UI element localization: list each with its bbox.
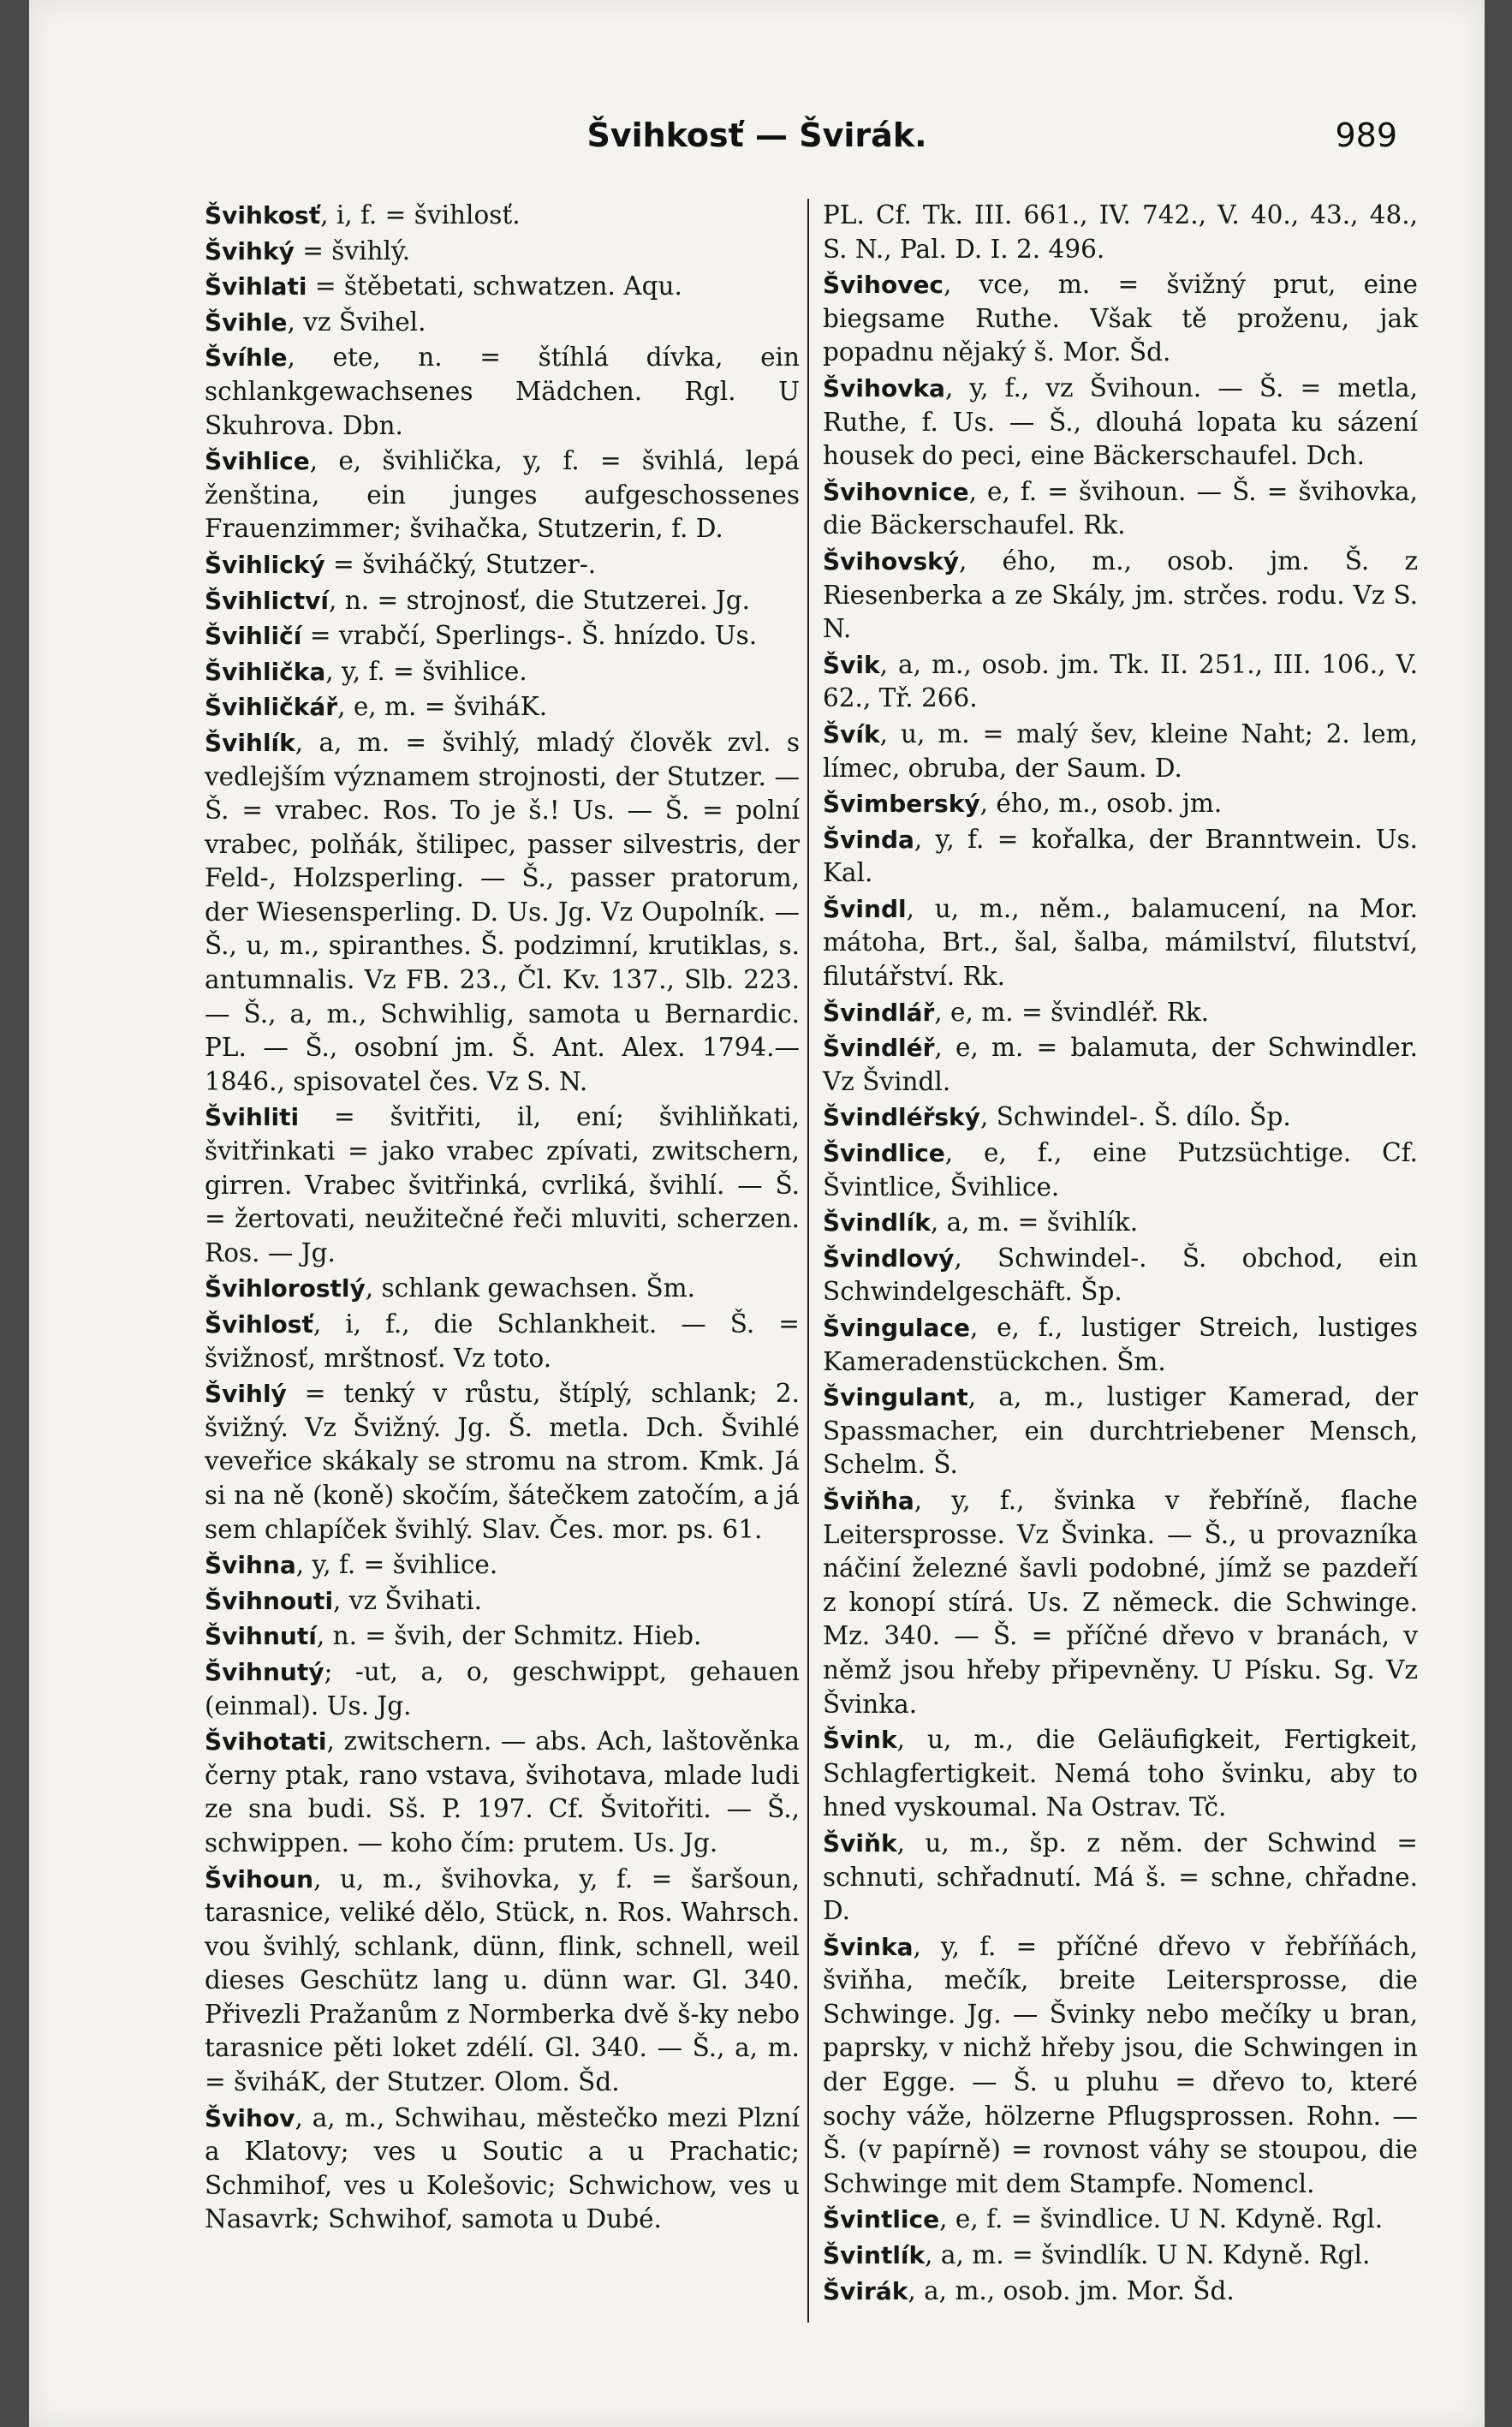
dictionary-entry xyxy=(205,270,800,304)
dictionary-entry xyxy=(205,619,800,653)
entry-headword: Švihnutý xyxy=(205,1657,324,1686)
dictionary-entry xyxy=(205,235,800,269)
dictionary-entry xyxy=(823,1311,1418,1379)
entry-definition: , e, m. = šviháK. xyxy=(337,692,548,722)
entry-definition: , y, f. = švihlice. xyxy=(295,1550,498,1580)
entry-headword: Švihkosť xyxy=(205,201,321,230)
entry-headword: Švihnouti xyxy=(205,1586,334,1615)
dictionary-entry xyxy=(205,726,800,1100)
entry-headword: Švinka xyxy=(823,1932,914,1961)
dictionary-entry xyxy=(823,1723,1418,1825)
entry-definition: , u, m., šp. z něm. der Schwind = schnuti, schřadnutí. Má š. = schne, chřadne. D. xyxy=(823,1828,1418,1926)
dictionary-entry xyxy=(823,475,1418,543)
dictionary-entry xyxy=(205,341,800,443)
entry-headword: Švihovec xyxy=(823,271,944,300)
dictionary-entry xyxy=(205,655,800,689)
entry-headword: Švik xyxy=(823,650,880,679)
entry-headword: Švihlati xyxy=(205,272,307,301)
entry-headword: Švihliti xyxy=(205,1103,300,1132)
entry-headword: Švink xyxy=(823,1726,897,1755)
dictionary-entry xyxy=(823,1206,1418,1240)
entry-headword: Švihna xyxy=(205,1551,296,1580)
entry-definition: , a, m., Schwihau, městečko mezi Plzní a Klatovy; ves u Soutic a u Prachatic; Schmihof, ves u Kolešovic; Schwichow, ves u Nasavrk; Schwihof, samota u Dubé. xyxy=(205,2102,800,2234)
entry-definition: , u, m., švihovka, y, f. = šaršoun, tarasnice, veliké dělo, Stück, n. Ros. Wahrsch. vou švihlý, schlank, dünn, flink, schnell, weil dieses Geschütz lang u. dünn war. Gl. 340. Přivezli Pražanům z Normberka dvě š-ky nebo tarasnice pěti loket zdélí. Gl. 340. — Š., a, m. = šviháK, der Stutzer. Olom. Šd. xyxy=(205,1863,800,2097)
dictionary-entry xyxy=(205,1308,800,1375)
entry-headword: Šviňk xyxy=(823,1828,897,1858)
dictionary-entry xyxy=(205,306,800,340)
entry-definition: , a, m. = švindlík. U N. Kdyně. Rgl. xyxy=(925,2240,1371,2270)
entry-headword: Švingulace xyxy=(823,1314,971,1342)
dictionary-entry xyxy=(823,892,1418,994)
entry-headword: Švihnutí xyxy=(205,1622,317,1651)
dictionary-entry xyxy=(823,718,1418,785)
entry-definition: , e, m. = balamuta, der Schwindler. Vz Švindl. xyxy=(823,1033,1418,1096)
entry-headword: Švindl xyxy=(823,894,907,923)
entry-definition: , ého, m., osob. jm. Š. z Riesenberka a ze Skály, jm. strčes. rodu. Vz S. N. xyxy=(823,546,1418,644)
dictionary-entry xyxy=(205,584,800,618)
dictionary-entry xyxy=(823,372,1418,474)
dictionary-entry xyxy=(823,268,1418,370)
left-column xyxy=(205,199,800,2239)
entry-definition: = štěbetati, schwatzen. Aqu. xyxy=(307,271,682,301)
entry-headword: Švindléř xyxy=(823,1034,935,1063)
page-number: 989 xyxy=(1335,116,1397,154)
entry-headword: Švihký xyxy=(205,236,295,265)
entry-definition: , y, f., vz Švihoun. — Š. = metla, Ruthe, f. Us. — Š., dlouhá lopata ku sázení housek do peci, eine Bäckerschaufel. Dch. xyxy=(823,373,1418,471)
entry-definition: , e, f., eine Putzsüchtige. Cf. Švintlice, Švihlice. xyxy=(823,1138,1418,1202)
dictionary-entry xyxy=(205,2102,800,2237)
dictionary-entry xyxy=(823,2203,1418,2237)
dictionary-entry xyxy=(205,690,800,725)
entry-definition: , vz Švihati. xyxy=(333,1585,482,1615)
entry-headword: Švihov xyxy=(205,2103,295,2132)
entry-headword: Švihlice xyxy=(205,447,310,476)
entry-definition: , a, m. = švihlý, mladý člověk zvl. s vedlejším významem strojnosti, der Stutzer. — Š. = vrabec. Ros. To je š.! Us. — Š. = polní vrabec, polňák, štilipec, passer silvestris, der Feld-, Holzsperling. — Š., passer pratorum, der Wiesensperling. D. Us. Jg. Vz Oupolník. — Š., u, m., spiranthes. Š. podzimní, krutiklas, s. antumnalis. Vz FB. 23., Čl. Kv. 137., Slb. 223. — Š., a, m., Schwihlig, samota u Bernardic. PL. — Š., osobní jm. Š. Ant. Alex. 1794.—1846., spisovatel čes. Vz S. N. xyxy=(205,727,800,1096)
entry-headword: Švihlosť xyxy=(205,1310,313,1339)
entry-definition: , y, f. = příčné dřevo v řebříňách, šviňha, mečík, breite Leitersprosse, die Schwinge. Jg. — Švinky nebo mečíky u bran, paprsky, v nichž hřeby jsou, die Schwingen in der Egge. — Š. u pluhu = dřevo to, které sochy váže, hölzerne Pflugsprossen. Rohn. — Š. (v papírně) = rovnost váhy se stoupou, die Schwinge mit dem Stampfe. Nomencl. xyxy=(823,1931,1418,2198)
dictionary-page xyxy=(29,0,1485,2427)
entry-headword: Švintlice xyxy=(823,2205,940,2234)
entry-definition: , u, m. = malý šev, kleine Naht; 2. lem, límec, obruba, der Saum. D. xyxy=(823,719,1418,783)
entry-definition: , vz Švihel. xyxy=(287,307,426,337)
entry-headword: Švihovský xyxy=(823,546,959,575)
entry-definition: , schlank gewachsen. Šm. xyxy=(365,1273,696,1303)
entry-definition: , y, f. = kořalka, der Branntwein. Us. Kal. xyxy=(823,824,1418,888)
entry-headword: Švík xyxy=(823,719,880,748)
entry-headword: Šviňha xyxy=(823,1486,914,1515)
entry-definition: , e, m. = švindléř. Rk. xyxy=(934,997,1210,1027)
entry-headword: Švihovka xyxy=(823,373,945,403)
dictionary-entry xyxy=(205,1863,800,2100)
entry-definition: , i, f., die Schlankheit. — Š. = švižnosť, mrštnosť. Vz toto. xyxy=(205,1309,800,1373)
entry-headword: Švihlictví xyxy=(205,586,329,615)
dictionary-entry xyxy=(823,1100,1418,1135)
dictionary-entry xyxy=(823,996,1418,1030)
page-header xyxy=(29,116,1485,168)
entry-headword: Švihoun xyxy=(205,1864,314,1893)
entry-definition: = švihlý. xyxy=(294,236,411,265)
entry-definition: , e, f. = švindlice. U N. Kdyně. Rgl. xyxy=(939,2204,1384,2234)
dictionary-entry xyxy=(823,1380,1418,1482)
entry-definition: = šviháčký, Stutzer-. xyxy=(324,549,597,579)
entry-definition: , e, švihlička, y, f. = švihlá, lepá ženština, ein junges aufgeschossenes Frauenzimmer; švihačka, Stutzerin, f. D. xyxy=(205,446,800,544)
entry-definition: , i, f. = švihlosť. xyxy=(320,200,521,230)
entry-headword: Švingulant xyxy=(823,1383,968,1412)
entry-definition: , u, m., die Geläufigkeit, Fertigkeit, Schlagfertigkeit. Nemá toho švinku, aby to hned vyskoumal. Na Ostrav. Tč. xyxy=(823,1725,1418,1822)
entry-definition: , a, m., osob. jm. Tk. II. 251., III. 106., V. 62., Tř. 266. xyxy=(823,649,1418,713)
entry-headword: Švihličkář xyxy=(205,693,338,722)
entry-definition: PL. Cf. Tk. III. 661., IV. 742., V. 40., 43., 48., S. N., Pal. D. I. 2. 496. xyxy=(823,200,1418,264)
entry-definition: = tenký v růstu, štíplý, schlank; 2. švižný. Vz Švižný. Jg. Š. metla. Dch. Švihlé veveřice skákaly se stromu na strom. Kmk. Já si na ně (koně) skočím, šátečkem zatočím, a já sem chlapíček švihlý. Slav. Čes. mor. ps. 61. xyxy=(205,1379,800,1544)
entry-definition: , y, f., švinka v řebříně, flache Leitersprosse. Vz Švinka. — Š., u provazníka náčiní železné šavli podobné, jímž se pazdeří z konopí stírá. Us. Z německ. die Schwinge. Mz. 340. — Š. = příčné dřevo v branách, v němž jsou hřeby připevněny. U Písku. Sg. Vz Švinka. xyxy=(823,1485,1418,1719)
entry-definition: , Schwindel-. Š. obchod, ein Schwindelgeschäft. Šp. xyxy=(823,1243,1418,1307)
dictionary-entry xyxy=(205,1272,800,1306)
entry-headword: Švindlový xyxy=(823,1243,955,1273)
entry-definition: = švitřiti, il, ení; švihliňkati, švitřinkati = jako vrabec zpívati, zwitschern, girren. Vrabec švitřinká, cvrliká, švihlí. — Š. = žertovati, neužitečné řeči mluviti, scherzen. Ros. — Jg. xyxy=(205,1102,800,1267)
entry-definition: , a, m., lustiger Kamerad, der Spassmacher, ein durchtriebener Mensch, Schelm. Š. xyxy=(823,1382,1418,1480)
column-divider xyxy=(807,199,809,2323)
entry-headword: Švimberský xyxy=(823,790,980,819)
dictionary-entry xyxy=(823,199,1418,266)
dictionary-entry xyxy=(205,1100,800,1270)
dictionary-entry xyxy=(823,1930,1418,2202)
entry-headword: Švindlík xyxy=(823,1208,931,1237)
entry-headword: Švihle xyxy=(205,307,288,337)
entry-definition: , ete, n. = štíhlá dívka, ein schlankgewachsenes Mädchen. Rgl. U Skuhrova. Dbn. xyxy=(205,343,800,440)
entry-headword: Švihlička xyxy=(205,657,326,686)
dictionary-entry xyxy=(205,1584,800,1619)
dictionary-entry xyxy=(205,1655,800,1723)
right-column xyxy=(823,199,1418,2310)
dictionary-entry xyxy=(205,548,800,582)
dictionary-entry xyxy=(823,545,1418,647)
entry-definition: , Schwindel-. Š. dílo. Šp. xyxy=(979,1102,1291,1132)
entry-definition: , a, m. = švihlík. xyxy=(930,1208,1139,1237)
dictionary-entry xyxy=(823,648,1418,716)
entry-definition: ; -ut, a, o, geschwippt, gehauen (einmal). Us. Jg. xyxy=(205,1656,800,1720)
dictionary-entry xyxy=(823,823,1418,891)
dictionary-entry xyxy=(205,1548,800,1583)
entry-definition: , e, f. = švihoun. — Š. = švihovka, die Bäckerschaufel. Rk. xyxy=(823,476,1418,540)
dictionary-entry xyxy=(823,1484,1418,1721)
dictionary-entry xyxy=(205,444,800,546)
entry-definition: , vce, m. = švižný prut, eine biegsame Ruthe. Však tě proženu, jak popadnu nějaký š. Mor. Šd. xyxy=(823,270,1418,367)
entry-definition: , n. = švih, der Schmitz. Hieb. xyxy=(316,1621,702,1651)
entry-headword: Švihovnice xyxy=(823,477,969,506)
entry-definition: , e, f., lustiger Streich, lustiges Kameradenstückchen. Šm. xyxy=(823,1313,1418,1376)
entry-definition: , u, m., něm., balamucení, na Mor. mátoha, Brt., šal, šalba, mámilství, filutství, filutářství. Rk. xyxy=(823,893,1418,992)
dictionary-entry xyxy=(205,1725,800,1860)
entry-definition: , y, f. = švihlice. xyxy=(325,656,527,686)
entry-headword: Švihlík xyxy=(205,728,295,757)
entry-definition: , zwitschern. — abs. Ach, laštověnka černy ptak, rano vstava, švihotava, mlade ludi ze sna budi. Sš. P. 197. Cf. Švitořiti. — Š., schwippen. — koho čím: prutem. Us. Jg. xyxy=(205,1726,800,1858)
dictionary-entry xyxy=(823,2239,1418,2273)
dictionary-entry xyxy=(823,2275,1418,2309)
entry-headword: Švintlík xyxy=(823,2241,926,2270)
entry-headword: Švihlorostlý xyxy=(205,1274,366,1303)
dictionary-entry xyxy=(823,1136,1418,1204)
dictionary-entry xyxy=(205,199,800,233)
entry-headword: Švíhle xyxy=(205,343,288,373)
entry-headword: Švindléřský xyxy=(823,1103,980,1132)
entry-headword: Švihotati xyxy=(205,1727,327,1756)
dictionary-entry xyxy=(205,1619,800,1654)
entry-headword: Švindlář xyxy=(823,998,935,1027)
entry-headword: Švihlický xyxy=(205,550,325,579)
entry-definition: , a, m., osob. jm. Mor. Šd. xyxy=(908,2275,1235,2305)
entry-definition: = vrabčí, Sperlings-. Š. hnízdo. Us. xyxy=(301,621,758,651)
dictionary-entry xyxy=(823,1827,1418,1929)
dictionary-entry xyxy=(823,787,1418,821)
entry-headword: Švihlý xyxy=(205,1380,287,1409)
running-head: Švihkosť — Švirák. xyxy=(586,116,927,154)
dictionary-entry xyxy=(823,1242,1418,1309)
dictionary-entry xyxy=(205,1377,800,1547)
entry-headword: Švihličí xyxy=(205,622,302,651)
entry-headword: Švinda xyxy=(823,825,914,854)
dictionary-entry xyxy=(823,1031,1418,1099)
entry-headword: Švindlice xyxy=(823,1139,945,1168)
entry-definition: , ého, m., osob. jm. xyxy=(979,789,1223,819)
entry-definition: , n. = strojnosť, die Stutzerei. Jg. xyxy=(328,585,751,615)
entry-headword: Švirák xyxy=(823,2276,908,2305)
